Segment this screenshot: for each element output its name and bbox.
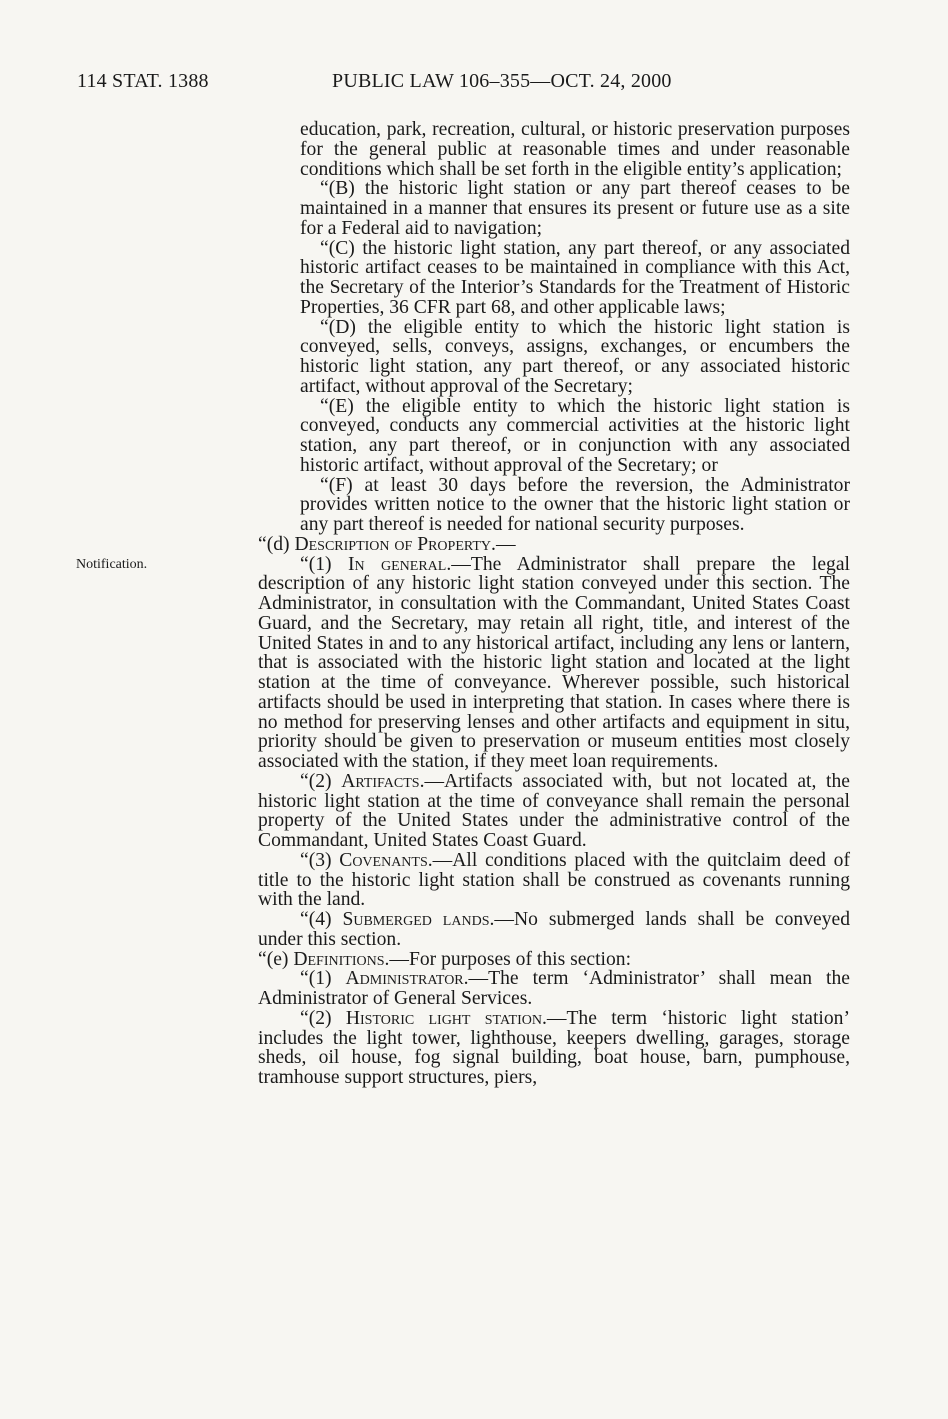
subsection-d-heading — [258, 535, 850, 555]
subsection-e-title: Definitions — [293, 948, 385, 970]
paragraph-e: “(E) the eligible entity to which the historic light station is conveyed, conducts any commercial activities at the historic light station, any part thereof, or in conjunction with any associated historic artifact, without approval of the Secretary; or — [300, 395, 850, 476]
e2-text: .—The term ‘historic light station’ includes the light tower, lighthouse, keepers dwelling, garages, storage sheds, oil house, fog signal building, boat house, barn, pumphouse, tramhouse support structures, piers, — [258, 1007, 850, 1088]
subsection-d-dash: .— — [491, 533, 516, 555]
subsection-e-label: “(e) — [258, 948, 294, 970]
subsection-e-text: .—For purposes of this section: — [384, 948, 632, 970]
d3-heading: Covenants — [339, 849, 428, 871]
e1-heading: Administrator — [345, 968, 464, 990]
e1-label: “(1) — [300, 968, 346, 990]
d4-heading: Submerged lands — [342, 909, 490, 930]
d2-text: .—Artifacts associated with, but not located at, the historic light station at the time of conveyance shall remain the personal property of the United States under the administrative control of the Commandant, United States Coast Guard. — [258, 770, 850, 851]
paragraph-d4 — [258, 910, 850, 950]
paragraph-continuation: education, park, recreation, cultural, or historic preservation purposes for the general public at reasonable times and under reasonable conditions which shall be set forth in the eligible entity’s application; — [300, 119, 850, 180]
d1-heading: In general — [347, 553, 447, 575]
d1-label: “(1) — [300, 553, 348, 575]
paragraph-e1 — [258, 969, 850, 1009]
page-number-header: 114 STAT. 1388 — [77, 70, 209, 92]
e2-heading: Historic light station — [345, 1007, 542, 1029]
subsection-e-heading — [258, 950, 850, 970]
running-header: PUBLIC LAW 106–355—OCT. 24, 2000 — [332, 70, 672, 92]
subsection-d-label: “(d) — [258, 533, 295, 555]
paragraph-e2 — [258, 1009, 850, 1088]
d3-text: .—All conditions placed with the quitclaim deed of title to the historic light station shall be construed as covenants running with the land. — [258, 849, 850, 911]
margin-note: Notification. — [76, 557, 148, 572]
paragraph-d2 — [258, 772, 850, 851]
paragraph-b: “(B) the historic light station or any part thereof ceases to be maintained in a manner that ensures its present or future use as a site for a Federal aid to navigation; — [300, 178, 850, 239]
d3-label: “(3) — [300, 849, 340, 871]
statute-body — [258, 120, 850, 1088]
paragraph-d1 — [258, 555, 850, 772]
d4-text: .—No submerged lands shall be conveyed under this section. — [258, 909, 850, 950]
d4-label: “(4) — [300, 909, 343, 930]
subsection-d-title: Description of Property — [294, 533, 492, 555]
d1-text: .—The Administrator shall prepare the legal description of any historic light station conveyed under this section. The Administrator, in consultation with the Commandant, United States Coast Guard, and the Secretary, may retain all right, title, and interest of the United States in and to any historical artifact, including any lens or lantern, that is associated with the historic light station and located at the light station at the time of conveyance. Wherever possible, such historical artifacts should be used in interpreting that station. In cases where there is no method for preserving lenses and other artifacts and equipment in situ, priority should be given to preservation or museum entities most closely associated with the station, if they meet loan requirements. — [258, 553, 850, 772]
e1-text: .—The term ‘Administrator’ shall mean the Administrator of General Services. — [258, 968, 850, 1009]
paragraph-d: “(D) the eligible entity to which the historic light station is conveyed, sells, conveys, assigns, exchanges, or encumbers the historic light station, any part thereof, or any associated historic artifact, without approval of the Secretary; — [300, 316, 850, 397]
paragraph-f: “(F) at least 30 days before the reversion, the Administrator provides written notice to the owner that the historic light station or any part thereof is needed for national security purposes. — [300, 474, 850, 535]
paragraph-c: “(C) the historic light station, any part thereof, or any associated historic artifact ceases to be maintained in compliance with this Act, the Secretary of the Interior’s Standards for the Treatment of Historic Properties, 36 CFR part 68, and other applicable laws; — [300, 237, 850, 318]
paragraph-d3 — [258, 851, 850, 910]
d2-label: “(2) — [300, 770, 342, 792]
e2-label: “(2) — [300, 1007, 346, 1029]
d2-heading: Artifacts — [341, 770, 420, 792]
